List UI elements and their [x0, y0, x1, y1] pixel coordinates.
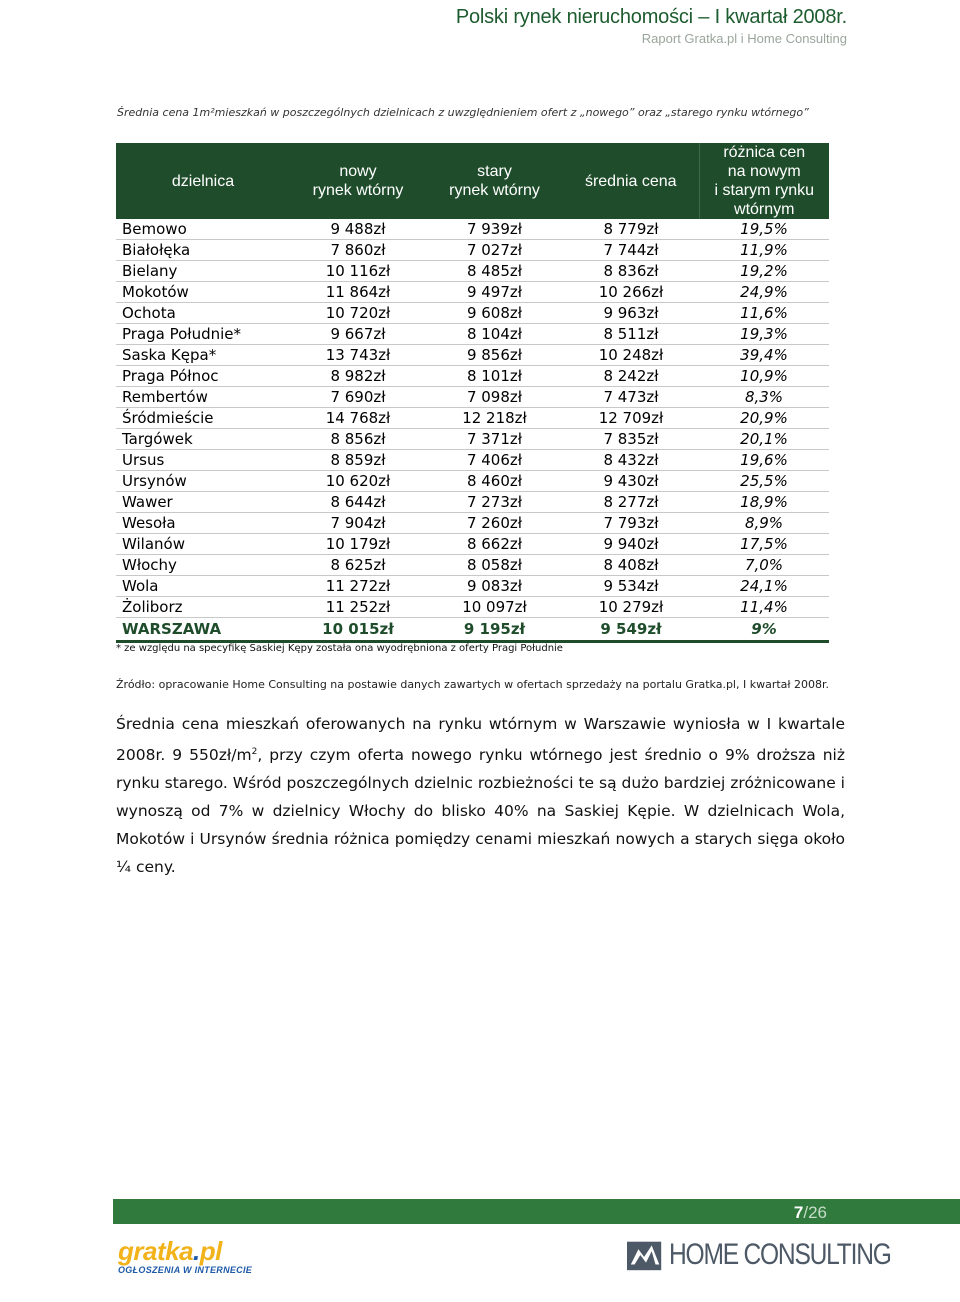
- header-diff-line2: na nowym: [727, 163, 801, 180]
- total-district: WARSZAWA: [116, 618, 290, 642]
- home-consulting-mark-icon: [627, 1236, 665, 1274]
- cell-average-price: 7 473zł: [563, 387, 699, 408]
- cell-district: Targówek: [116, 429, 290, 450]
- cell-district: Wola: [116, 576, 290, 597]
- cell-difference: 19,3%: [699, 324, 829, 345]
- total-old-price: 9 195zł: [426, 618, 563, 642]
- page-number: [794, 1203, 827, 1223]
- cell-average-price: 10 266zł: [563, 282, 699, 303]
- cell-difference: 19,6%: [699, 450, 829, 471]
- cell-district: Ochota: [116, 303, 290, 324]
- cell-old-price: 7 260zł: [426, 513, 563, 534]
- cell-district: Mokotów: [116, 282, 290, 303]
- cell-district: Włochy: [116, 555, 290, 576]
- header-old-line1: stary: [477, 163, 512, 180]
- table-row: [116, 261, 829, 282]
- footer-bar: [113, 1199, 960, 1224]
- summary-paragraph: [116, 710, 845, 881]
- cell-new-price: 7 860zł: [290, 240, 426, 261]
- cell-difference: 24,1%: [699, 576, 829, 597]
- table-row: [116, 282, 829, 303]
- cell-average-price: 10 248zł: [563, 345, 699, 366]
- table-row: [116, 429, 829, 450]
- cell-old-price: 7 098zł: [426, 387, 563, 408]
- cell-old-price: 10 097zł: [426, 597, 563, 618]
- gratka-dot: .: [193, 1236, 200, 1266]
- header-diff-line3: i starym rynku: [714, 182, 815, 199]
- table-row: [116, 345, 829, 366]
- cell-old-price: 8 662zł: [426, 534, 563, 555]
- cell-new-price: 14 768zł: [290, 408, 426, 429]
- gratka-logo: [118, 1236, 252, 1275]
- cell-old-price: 8 101zł: [426, 366, 563, 387]
- report-title: Polski rynek nieruchomości – I kwartał 2008r.: [455, 6, 847, 28]
- cell-average-price: 9 940zł: [563, 534, 699, 555]
- cell-old-price: 9 083zł: [426, 576, 563, 597]
- cell-district: Ursynów: [116, 471, 290, 492]
- price-table: [116, 143, 829, 643]
- cell-old-price: 7 406zł: [426, 450, 563, 471]
- cell-district: Praga Północ: [116, 366, 290, 387]
- gratka-tld: pl: [199, 1236, 222, 1266]
- cell-old-price: 8 104zł: [426, 324, 563, 345]
- cell-difference: 20,9%: [699, 408, 829, 429]
- cell-district: Ursus: [116, 450, 290, 471]
- cell-average-price: 8 432zł: [563, 450, 699, 471]
- cell-difference: 11,9%: [699, 240, 829, 261]
- cell-average-price: 10 279zł: [563, 597, 699, 618]
- cell-average-price: 8 277zł: [563, 492, 699, 513]
- cell-district: Wawer: [116, 492, 290, 513]
- table-row: [116, 366, 829, 387]
- home-consulting-logo: [627, 1236, 939, 1274]
- cell-old-price: 7 027zł: [426, 240, 563, 261]
- gratka-tagline: OGŁOSZENIA W INTERNECIE: [118, 1265, 253, 1275]
- cell-district: Rembertów: [116, 387, 290, 408]
- superscript-2: 2: [251, 747, 258, 757]
- cell-district: Wilanów: [116, 534, 290, 555]
- cell-average-price: 7 793zł: [563, 513, 699, 534]
- cell-difference: 19,2%: [699, 261, 829, 282]
- total-average-price: 9 549zł: [563, 618, 699, 642]
- table-row: [116, 597, 829, 618]
- cell-old-price: 7 273zł: [426, 492, 563, 513]
- cell-new-price: 9 667zł: [290, 324, 426, 345]
- cell-district: Śródmieście: [116, 408, 290, 429]
- gratka-wordmark: [118, 1236, 222, 1266]
- table-row: [116, 576, 829, 597]
- cell-old-price: 8 485zł: [426, 261, 563, 282]
- cell-old-price: 9 497zł: [426, 282, 563, 303]
- table-row: [116, 324, 829, 345]
- header-price-difference: [699, 143, 829, 219]
- cell-average-price: 7 744zł: [563, 240, 699, 261]
- cell-district: Bielany: [116, 261, 290, 282]
- cell-district: Żoliborz: [116, 597, 290, 618]
- cell-new-price: 11 252zł: [290, 597, 426, 618]
- cell-new-price: 8 856zł: [290, 429, 426, 450]
- table-footnote: * ze względu na specyfikę Saskiej Kępy została ona wyodrębniona z oferty Pragi Południe: [116, 643, 563, 654]
- table-row: [116, 555, 829, 576]
- home-consulting-text: HOME CONSULTING: [669, 1238, 891, 1271]
- cell-new-price: 8 625zł: [290, 555, 426, 576]
- cell-old-price: 9 856zł: [426, 345, 563, 366]
- cell-old-price: 7 939zł: [426, 219, 563, 240]
- cell-difference: 11,6%: [699, 303, 829, 324]
- cell-district: Wesoła: [116, 513, 290, 534]
- report-subtitle: Raport Gratka.pl i Home Consulting: [641, 31, 847, 46]
- cell-average-price: 9 963zł: [563, 303, 699, 324]
- header-diff-line4: wtórnym: [734, 201, 795, 218]
- table-row: [116, 240, 829, 261]
- cell-district: Praga Południe*: [116, 324, 290, 345]
- table-row: [116, 303, 829, 324]
- cell-average-price: 8 779zł: [563, 219, 699, 240]
- cell-average-price: 8 408zł: [563, 555, 699, 576]
- paragraph-part1: Średnia cena mieszkań oferowanych na rynku wtórnym w Warszawie wyniosła w I kwartale 2008r. 9 550zł/m: [116, 715, 845, 765]
- cell-district: Białołęka: [116, 240, 290, 261]
- cell-district: Bemowo: [116, 219, 290, 240]
- cell-old-price: 8 460zł: [426, 471, 563, 492]
- cell-new-price: 8 982zł: [290, 366, 426, 387]
- cell-difference: 19,5%: [699, 219, 829, 240]
- page-total: /26: [803, 1203, 827, 1222]
- cell-old-price: 7 371zł: [426, 429, 563, 450]
- table-row: [116, 471, 829, 492]
- header-old-line2: rynek wtórny: [449, 182, 540, 199]
- cell-difference: 24,9%: [699, 282, 829, 303]
- total-new-price: 10 015zł: [290, 618, 426, 642]
- table-row: [116, 492, 829, 513]
- page-current: 7: [793, 1203, 804, 1222]
- cell-difference: 8,9%: [699, 513, 829, 534]
- table-body: [116, 219, 829, 642]
- cell-difference: 20,1%: [699, 429, 829, 450]
- cell-old-price: 12 218zł: [426, 408, 563, 429]
- cell-difference: 39,4%: [699, 345, 829, 366]
- cell-average-price: 9 534zł: [563, 576, 699, 597]
- header-district: dzielnica: [116, 143, 290, 219]
- cell-difference: 25,5%: [699, 471, 829, 492]
- cell-new-price: 9 488zł: [290, 219, 426, 240]
- table-row: [116, 219, 829, 240]
- cell-new-price: 11 272zł: [290, 576, 426, 597]
- cell-old-price: 8 058zł: [426, 555, 563, 576]
- cell-district: Saska Kępa*: [116, 345, 290, 366]
- cell-difference: 10,9%: [699, 366, 829, 387]
- cell-difference: 7,0%: [699, 555, 829, 576]
- cell-new-price: 7 904zł: [290, 513, 426, 534]
- header-new-market: [290, 143, 426, 219]
- table-caption: Średnia cena 1m²mieszkań w poszczególnych dzielnicach z uwzględnieniem ofert z „nowego” oraz „starego rynku wtórnego”: [117, 106, 809, 119]
- cell-difference: 8,3%: [699, 387, 829, 408]
- table-total-row: [116, 618, 829, 642]
- cell-average-price: 12 709zł: [563, 408, 699, 429]
- cell-difference: 11,4%: [699, 597, 829, 618]
- cell-new-price: 10 720zł: [290, 303, 426, 324]
- header-new-line2: rynek wtórny: [312, 182, 404, 199]
- table-row: [116, 513, 829, 534]
- header-old-market: [426, 143, 563, 219]
- table-row: [116, 387, 829, 408]
- cell-average-price: 8 511zł: [563, 324, 699, 345]
- cell-average-price: 8 836zł: [563, 261, 699, 282]
- header-new-line1: nowy: [339, 163, 377, 180]
- cell-difference: 18,9%: [699, 492, 829, 513]
- cell-new-price: 10 179zł: [290, 534, 426, 555]
- cell-new-price: 8 859zł: [290, 450, 426, 471]
- cell-difference: 17,5%: [699, 534, 829, 555]
- table-header-row: [116, 143, 829, 219]
- table-row: [116, 408, 829, 429]
- table-row: [116, 534, 829, 555]
- cell-average-price: 7 835zł: [563, 429, 699, 450]
- cell-average-price: 9 430zł: [563, 471, 699, 492]
- total-difference: 9%: [699, 618, 829, 642]
- header-average-price: średnia cena: [563, 143, 699, 219]
- paragraph-part2: , przy czym oferta nowego rynku wtórnego jest średnio o 9% droższa niż rynku starego. Wśród poszczególnych dzielnic rozbieżności te są dużo bardziej zróżnicowane i wynoszą od 7% w dzielnicy Włochy do blisko 40% na Saskiej Kępie. W dzielnicach Wola, Mokotów i Ursynów średnia różnica pomiędzy cenami mieszkań nowych a starych sięga około ¼ ceny.: [116, 746, 845, 877]
- cell-new-price: 11 864zł: [290, 282, 426, 303]
- cell-new-price: 8 644zł: [290, 492, 426, 513]
- cell-new-price: 13 743zł: [290, 345, 426, 366]
- cell-new-price: 10 116zł: [290, 261, 426, 282]
- cell-new-price: 10 620zł: [290, 471, 426, 492]
- cell-average-price: 8 242zł: [563, 366, 699, 387]
- header-diff-line1: różnica cen: [723, 144, 806, 161]
- gratka-word: gratka: [118, 1236, 194, 1266]
- cell-new-price: 7 690zł: [290, 387, 426, 408]
- table-row: [116, 450, 829, 471]
- cell-old-price: 9 608zł: [426, 303, 563, 324]
- source-note: Źródło: opracowanie Home Consulting na postawie danych zawartych w ofertach sprzedaży na portalu Gratka.pl, I kwartał 2008r.: [116, 678, 830, 691]
